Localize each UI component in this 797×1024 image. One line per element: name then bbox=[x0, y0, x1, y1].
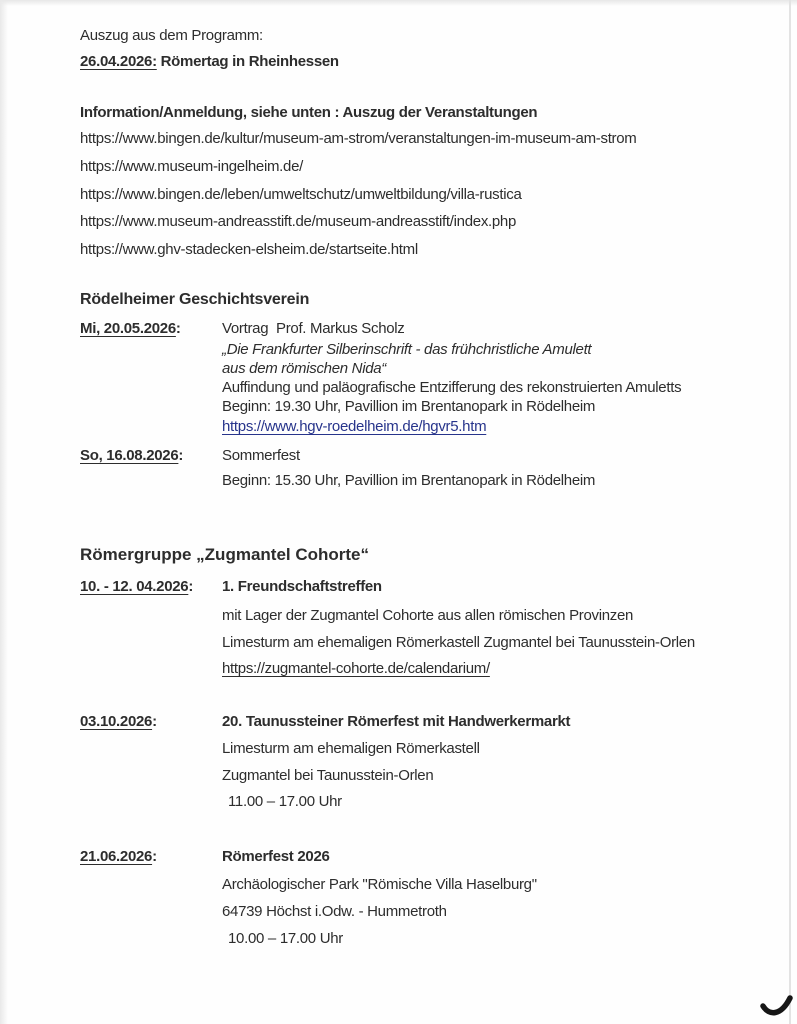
event-title-line: 20. Taunussteiner Römerfest mit Handwerkermarkt bbox=[222, 713, 571, 730]
section-heading-zugmantel: Römergruppe „Zugmantel Cohorte“ bbox=[80, 545, 370, 564]
program-url: https://www.bingen.de/leben/umweltschutz/umweltbildung/villa-rustica bbox=[80, 186, 522, 203]
event-quote-line: „Die Frankfurter Silberinschrift - das frühchristliche Amulett bbox=[222, 341, 592, 358]
page-edge-top bbox=[0, 0, 797, 6]
event-detail-line: Zugmantel bei Taunusstein-Orlen bbox=[222, 767, 434, 784]
event-title-line: Römerfest 2026 bbox=[222, 848, 330, 865]
roedelheim-link[interactable]: https://www.hgv-roedelheim.de/hgvr5.htm bbox=[222, 418, 487, 435]
entry-date: So, 16.08.2026 bbox=[80, 447, 179, 464]
event-detail-line: Beginn: 15.30 Uhr, Pavillion im Brentanopark in Rödelheim bbox=[222, 472, 596, 489]
program-url: https://www.ghv-stadecken-elsheim.de/startseite.html bbox=[80, 241, 418, 258]
entry-date-label bbox=[80, 848, 157, 866]
program-url: https://www.museum-ingelheim.de/ bbox=[80, 158, 303, 175]
corner-ink-mark-icon bbox=[757, 991, 795, 1021]
event-detail-line: 64739 Höchst i.Odw. - Hummetroth bbox=[222, 903, 447, 920]
event-title: Römertag in Rheinhessen bbox=[156, 53, 339, 70]
event-detail-line: Sommerfest bbox=[222, 447, 300, 464]
entry-date: 03.10.2026 bbox=[80, 713, 153, 730]
zugmantel-link[interactable]: https://zugmantel-cohorte.de/calendarium/ bbox=[222, 660, 490, 677]
entry-date-colon: : bbox=[188, 578, 194, 595]
event-detail-line: Auffindung und paläografische Entzifferung des rekonstruierten Amuletts bbox=[222, 379, 682, 396]
event-quote-line: aus dem römischen Nida“ bbox=[222, 360, 387, 377]
section-heading-roedelheim: Rödelheimer Geschichtsverein bbox=[80, 291, 310, 308]
event-detail-line: Limesturm am ehemaligen Römerkastell Zugmantel bei Taunusstein-Orlen bbox=[222, 634, 695, 651]
event-detail-line: Vortrag Prof. Markus Scholz bbox=[222, 320, 405, 337]
event-announcement bbox=[80, 53, 339, 71]
entry-date: 10. - 12. 04.2026 bbox=[80, 578, 189, 595]
entry-date-colon: : bbox=[152, 713, 157, 730]
event-time-line: 11.00 – 17.00 Uhr bbox=[228, 793, 342, 810]
event-detail-line: Limesturm am ehemaligen Römerkastell bbox=[222, 740, 480, 757]
event-detail-line: mit Lager der Zugmantel Cohorte aus allen römischen Provinzen bbox=[222, 607, 634, 624]
page-edge-left bbox=[0, 0, 8, 1024]
event-time-line: 10.00 – 17.00 Uhr bbox=[228, 930, 343, 947]
entry-date: 21.06.2026 bbox=[80, 848, 153, 865]
entry-date-label bbox=[80, 713, 157, 731]
program-label: Auszug aus dem Programm: bbox=[80, 27, 263, 44]
entry-date-label bbox=[80, 578, 193, 596]
program-url: https://www.bingen.de/kultur/museum-am-strom/veranstaltungen-im-museum-am-strom bbox=[80, 130, 637, 147]
entry-date: Mi, 20.05.2026 bbox=[80, 320, 176, 337]
entry-date-colon: : bbox=[152, 848, 157, 865]
entry-date-label bbox=[80, 447, 183, 465]
event-date: 26.04.2026: bbox=[80, 53, 157, 70]
page-edge-right bbox=[789, 0, 791, 1024]
program-url: https://www.museum-andreasstift.de/museum-andreasstift/index.php bbox=[80, 213, 517, 230]
entry-date-colon: : bbox=[178, 447, 184, 464]
event-detail-line: Beginn: 19.30 Uhr, Pavillion im Brentanopark in Rödelheim bbox=[222, 398, 596, 415]
event-detail-line: Archäologischer Park "Römische Villa Haselburg" bbox=[222, 876, 537, 893]
entry-date-colon: : bbox=[175, 320, 181, 337]
entry-date-label bbox=[80, 320, 181, 338]
info-heading: Information/Anmeldung, siehe unten : Auszug der Veranstaltungen bbox=[80, 104, 538, 121]
event-title-line: 1. Freundschaftstreffen bbox=[222, 578, 382, 595]
